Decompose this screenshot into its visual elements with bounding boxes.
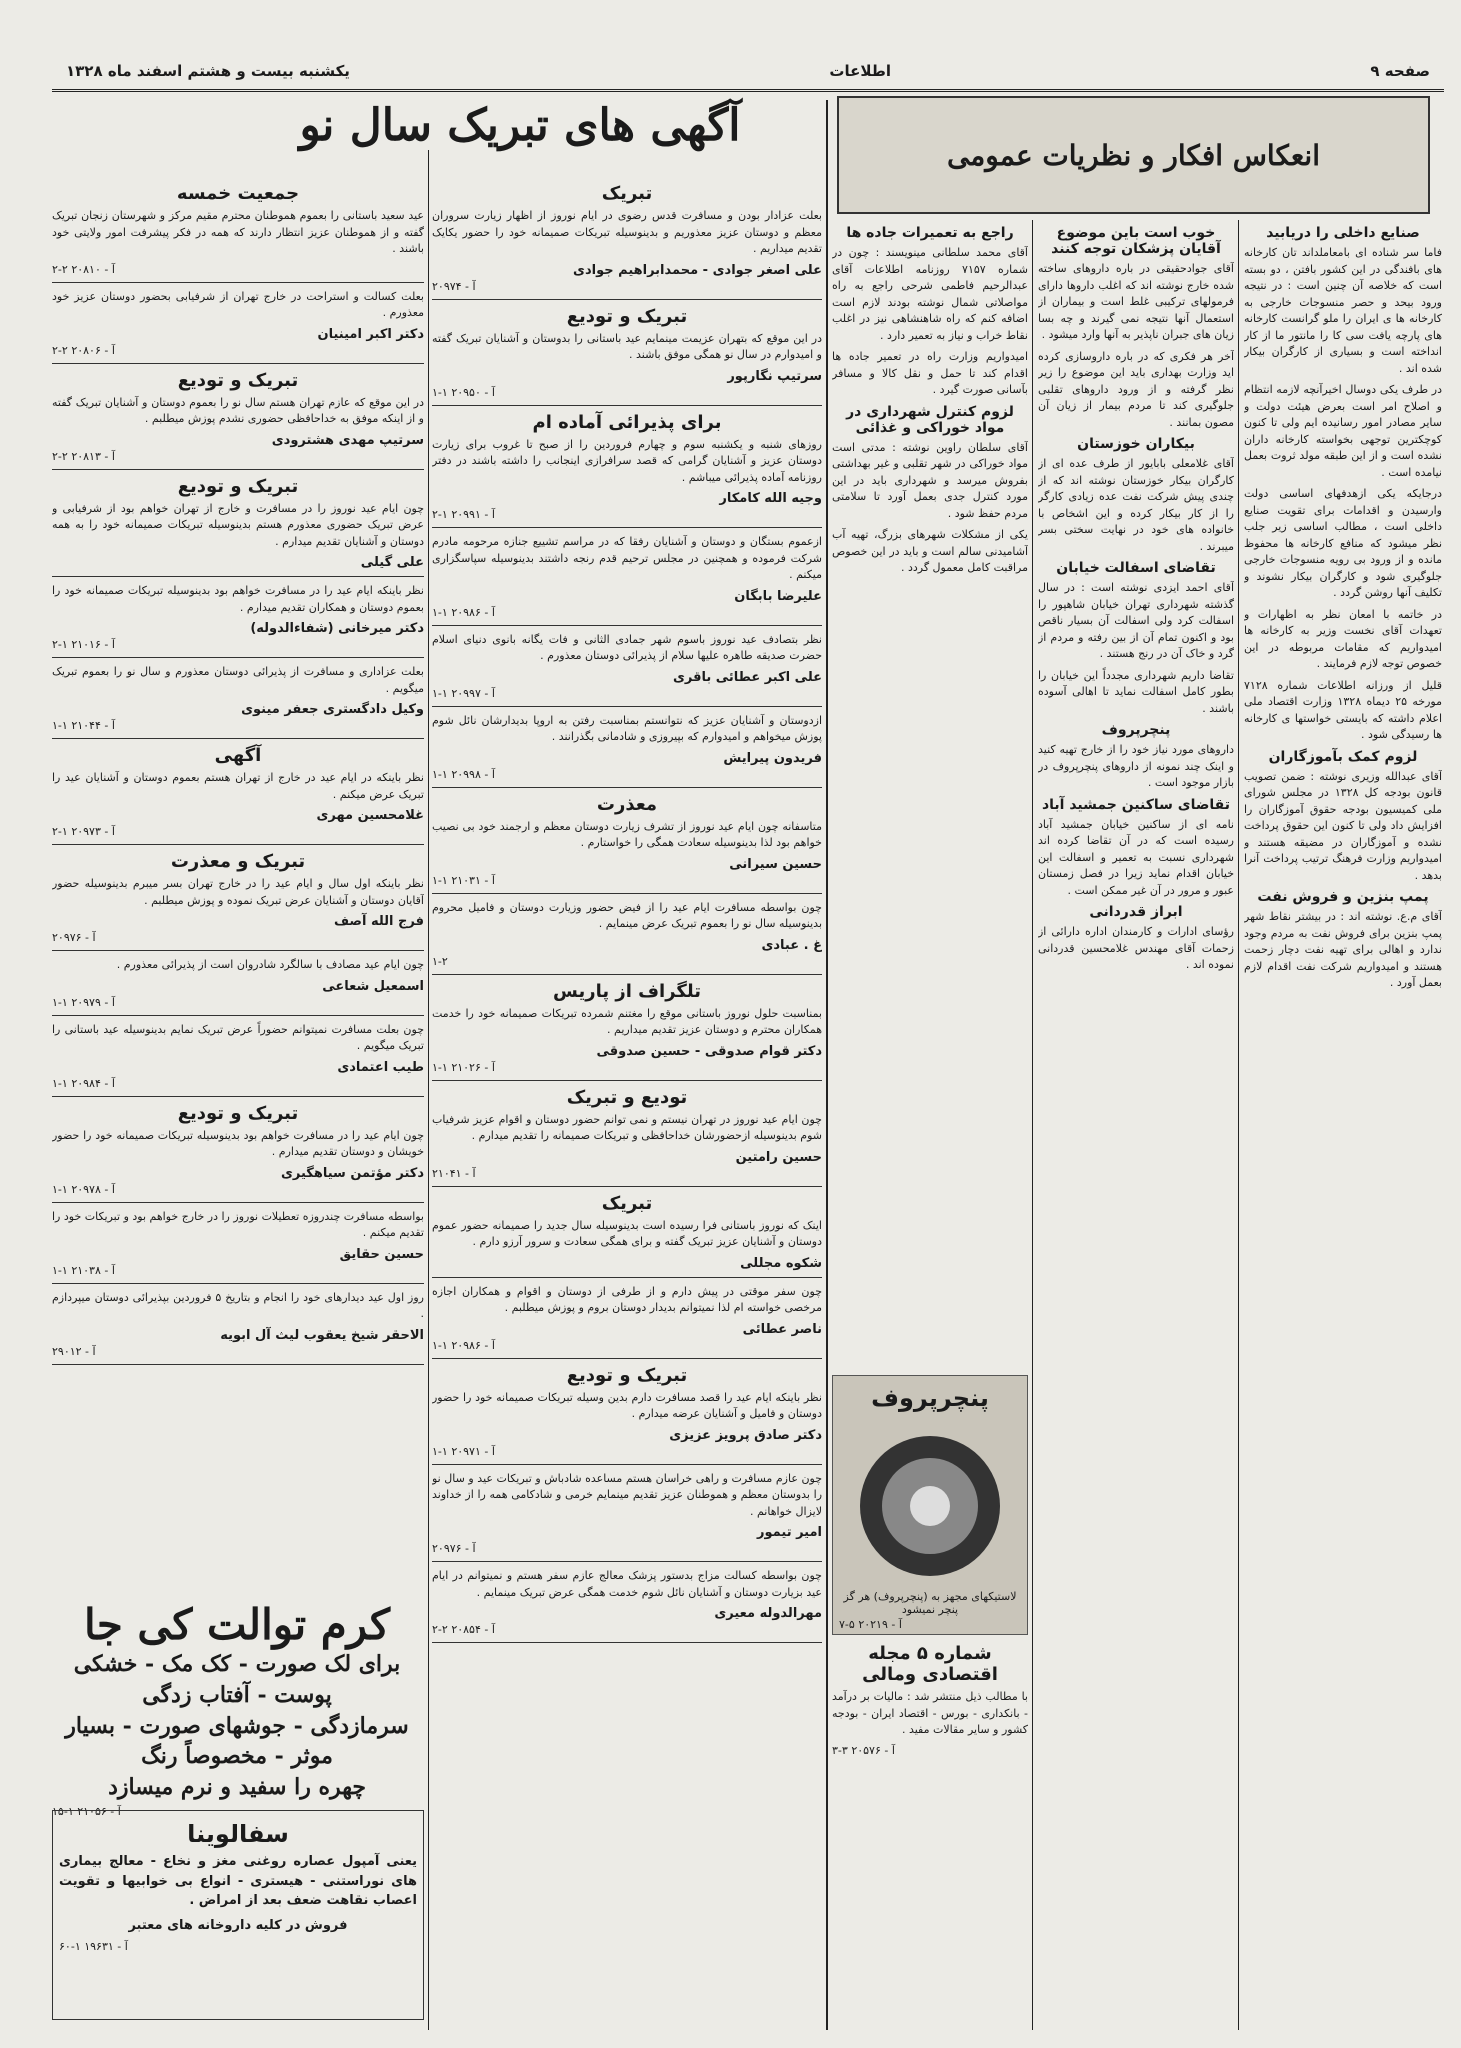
article-heading: راجع به تعمیرات جاده ها [846, 225, 1014, 241]
banner-title: انعکاس افکار و نظریات عمومی [946, 138, 1321, 172]
greeting-ad [432, 713, 822, 788]
ad-separator [52, 469, 424, 470]
ads-column-left [432, 180, 822, 2020]
ad-separator [52, 1096, 424, 1097]
greeting-ad-text: اینک که نوروز باستانی فرا رسیده است بدینوسیله سال جدید را صمیمانه حضور عموم دوستان و آشنایان عزیز تبریک گفته و برای همگی سعادت و سرور آرزو دارم . [432, 1218, 822, 1248]
greeting-ad-code: آ - ۲۱۰۲۶ ۱-۱ [432, 1060, 495, 1074]
ad-separator [52, 1364, 424, 1365]
ads-column-right [52, 180, 424, 1580]
greeting-ad-signature: حسین سیرانی [729, 856, 822, 872]
greeting-ad-signature: غ . عبادی [761, 937, 822, 953]
greeting-ad-text: بمناسبت حلول نوروز باستانی موقع را مغتنم شمرده تبریکات صمیمانه خود را خدمت همکاران محترم و دوستان عزیز تقدیم میداریم . [432, 1006, 822, 1036]
greeting-ad [432, 1471, 822, 1563]
ad-separator [432, 974, 822, 975]
greeting-ad [432, 412, 822, 529]
greeting-ad-signature: دکتر اکبر امینیان [317, 326, 424, 342]
greeting-ad-title: تبریک [601, 183, 653, 204]
article-text: داروهای مورد نیاز خود را از خارج تهیه کنید و اینک چند نمونه از داروهای پنچرپروف در بازار موجود است . [1038, 743, 1234, 789]
article-heading: صنایع داخلی را دریابید [1266, 225, 1420, 241]
ad-separator [52, 282, 424, 283]
article-text: تقاضا داریم شهرداری مجدداً این خیابان را بطور کامل اسفالت نماید تا اهالی آسوده باشند . [1038, 668, 1234, 715]
greeting-ad-title: تلگراف از پاریس [553, 980, 701, 1002]
article-text: در طرف یکی دوسال اخیرآنچه لازمه انتظام و اصلاح امر است بعرض هیئت دولت و سایر مصادر امور رسانیده ایم ولی تا کنون کوچکترین توجهی بخواسته کارخانه داران نشده است و از این طبقه مولد ثروت بعمل نیامده است . [1244, 383, 1442, 479]
greeting-ad-code: آ - ۲۰۸۰۶ ۲-۲ [52, 343, 115, 357]
greeting-ad-code: آ - ۲۰۹۵۰ ۱-۱ [432, 385, 495, 399]
greeting-ad [52, 370, 424, 470]
greeting-ad-code: آ - ۲۰۹۷۶ [432, 1542, 476, 1555]
greeting-ad-code: آ - ۲۰۹۹۸ ۱-۱ [432, 767, 495, 781]
greeting-ad-signature: شکوه مجللی [740, 1255, 822, 1271]
greeting-ad [52, 583, 424, 658]
greeting-ad-signature: فریدون پیرایش [723, 750, 822, 766]
greeting-ad [432, 1193, 822, 1278]
cream-ad-title: کرم توالت کی جا [84, 1600, 390, 1649]
tire-ad [832, 1375, 1028, 1635]
article-text: قلیل از ورزانه اطلاعات شماره ۷۱۲۸ مورخه ۲۵ دیماه ۱۳۲۸ وزارت اقتصاد ملی اعلام داشته که بایستی خواستها ی کارخانه ها رسیدگی شود . [1244, 678, 1442, 741]
article-heading: تقاضای ساکنین جمشید آباد [1041, 796, 1231, 813]
greeting-ad-title: تبریک و تودیع [177, 1102, 299, 1124]
magazine-ad [832, 1640, 1028, 2020]
greeting-ad [432, 794, 822, 894]
ad-separator [432, 1561, 822, 1562]
greeting-ad-code: آ - ۲۰۹۷۳ ۱-۲ [52, 825, 115, 838]
article-heading: بیکاران خوزستان [1077, 436, 1195, 452]
article-heading: خوب است باین موضوع آقایان پزشکان توجه کنند [1051, 225, 1221, 257]
magazine-code: آ - ۲۰۵۷۶ ۳-۳ [832, 1743, 895, 1757]
ad-separator [432, 1464, 822, 1465]
greeting-ad-text: بعلت کسالت و استراحت در خارج تهران از شرفیابی بحضور دوستان عزیز خود معذورم . [52, 289, 424, 319]
greeting-ad-title: تبریک و تودیع [566, 1364, 688, 1386]
cream-ad-line: چهره را سفید و نرم میسازد [108, 1774, 366, 1801]
greeting-ad [432, 1087, 822, 1187]
greeting-ad-code: آ - ۲۰۹۹۱ ۱-۲ [432, 508, 495, 521]
ad-separator [52, 844, 424, 845]
ad-separator [432, 1080, 822, 1081]
ad-separator [432, 625, 822, 626]
ad-separator [432, 893, 822, 894]
greeting-ad-text: بعلت عزاداری و مسافرت از پذیرائی دوستان معذورم و سال نو را بعموم تبریک میگویم . [52, 665, 424, 695]
article-text: آقای احمد ایزدی نوشته است : در سال گذشته شهرداری تهران خیابان شاهپور را اسفالت کرد ولی اسفالت آن بسیار ناقص بود و اکنون تمام آن از بین رفته و مردم از گرد و خاک آن در رنج هستند . [1038, 581, 1234, 660]
ad-separator [432, 1358, 822, 1359]
article-text: آقای محمد سلطانی مینویسند : چون در شماره ۷۱۵۷ روزنامه اطلاعات آقای عبدالرحیم فاطمی شرحی راجع به راه مواصلاتی شمال نوشته بودند لازم است اضافه کنم که راه شاهنشاهی نیز در اغلب نقاط خراب و نیاز به تعمیر دارد . [832, 246, 1028, 342]
greeting-ad-text: نظر بتصادف عید نوروز باسوم شهر جمادی الثانی و فات یگانه بانوی دنیای اسلام حضرت صدیقه طاهره علیها سلام از پذیرائی دوستان معذورم . [432, 632, 822, 662]
column-rule [1238, 220, 1239, 2030]
greeting-ad-signature: علیرضا بابگان [734, 588, 822, 604]
greeting-ad [432, 900, 822, 975]
greeting-ad-text: چون بعلت مسافرت نمیتوانم حضوراً عرض تبریک نمایم بدینوسیله عید باستانی را تبریک میگویم . [52, 1022, 424, 1052]
greeting-ad-signature: ناصر عطائی [742, 1321, 822, 1337]
greeting-ad-text: متاسفانه چون ایام عید نوروز از تشرف زیارت دوستان معظم و ارجمند خود بی نصیب خواهم بود لذا بدینوسیله سعادت همگی را خواستارم . [432, 819, 822, 849]
greeting-ad [52, 664, 424, 739]
article-text: امیدواریم وزارت راه در تعمیر جاده ها اقدام کند تا حمل و نقل کالا و مسافر بآسانی صورت گیرد . [832, 350, 1028, 396]
page-header [52, 52, 1444, 92]
greeting-ad [52, 745, 424, 845]
greeting-ad-code: آ - ۲۰۹۷۸ ۱-۱ [52, 1182, 115, 1196]
ad-separator [432, 405, 822, 406]
greeting-ad-title: تبریک [601, 1192, 653, 1214]
greeting-ad [52, 1022, 424, 1097]
column-public-opinion-1 [1244, 222, 1442, 2022]
greeting-ad [52, 289, 424, 364]
ad-separator [52, 950, 424, 951]
ad-separator [432, 1186, 822, 1187]
greeting-ad-code: آ - ۲۱۰۳۱ ۱-۱ [432, 873, 495, 887]
greeting-ad-signature: علی اکبر عطائی باقری [672, 669, 822, 685]
greeting-ad-text: در این موقع که عازم تهران هستم سال نو را بعموم دوستان و آشنایان تبریک گفته و از اینکه موفق به خداحافظی حضوری نشدم پوزش میطلبم . [52, 395, 424, 425]
greeting-ad-text: چون بواسطه کسالت مزاج بدستور پزشک معالج عازم سفر هستم و نمیتوانم در ایام عید بزیارت دوستان و آشنایان نائل شوم خدمت همگی عرض تبریک مینمایم . [432, 1569, 822, 1599]
magazine-text: با مطالب ذیل منتشر شد : مالیات بر درآمد - بانکداری - بورس - اقتصاد ایران - بودجه کشور و سایر مقالات مفید . [832, 1690, 1028, 1736]
greeting-ad-text: چون سفر موقتی در پیش دارم و از طرفی از دوستان و اقوام و همکاران اجازه مرخصی خواسته ام لذا نمیتوانم بدیدار دوستان بروم و پوزش میطلبم . [432, 1284, 822, 1314]
greeting-ad-code: آ - ۲۱۰۳۸ ۱-۱ [52, 1263, 115, 1277]
greeting-ad-text: چون عازم مسافرت و راهی خراسان هستم مساعده شادباش و تبریکات عید و سال نو را بدوستان معظم و هموطنان عزیز تقدیم مینمایم خرمی و شادکامی همه را از خداوند لایزال خواهانم . [432, 1471, 822, 1518]
column-rule [1032, 220, 1033, 2030]
article-heading: لزوم کمک بآموزگاران [1268, 748, 1418, 765]
opinion-banner [837, 96, 1430, 214]
greeting-ad-code: آ - ۲۱۰۱۶ ۱-۲ [52, 638, 115, 651]
greeting-ad-title: تبریک و تودیع [177, 369, 299, 391]
column-rule [428, 150, 429, 2030]
column-public-opinion-3 [832, 222, 1028, 1362]
greeting-ad-text: عید سعید باستانی را بعموم هموطنان محترم مقیم مرکز و شهرستان زنجان تبریک گفته و از هموطنان عزیز انتظار دارند که همه در فکر پیشرفت امور ولایتی خود باشند . [52, 209, 424, 255]
greeting-ad-title: جمعیت خمسه [176, 183, 300, 204]
greeting-ad [52, 183, 424, 283]
greeting-ad-code: آ - ۲۰۹۷۱ ۱-۱ [432, 1444, 495, 1458]
greeting-ad-code: آ - ۲۰۸۵۴ ۲-۲ [432, 1623, 495, 1636]
ad-separator [432, 1277, 822, 1278]
magazine-title: شماره ۵ مجله اقتصادی ومالی [862, 1643, 998, 1685]
greeting-ad-title: تبریک و معذرت [170, 851, 306, 872]
safaloina-text: یعنی آمپول عصاره روغنی مغز و نخاع - معالج بیماری های نوراستنی - هیستری - انواع بی خوابیها و تقویت اعصاب نقاهت ضعف بعد از امراض . [59, 1854, 417, 1908]
greeting-ad-code: آ - ۲۰۹۸۶ ۱-۱ [432, 1338, 495, 1352]
greeting-ad-text: روز اول عید دیدارهای خود را انجام و بتاریخ ۵ فروردین بپذیرائی دوستان میپردازم . [52, 1290, 424, 1320]
greeting-ad-text: در این موقع که بتهران عزیمت مینمایم عید باستانی را بدوستان و آشنایان تبریک گفته و امیدوارم در سال نو همگی موفق باشند . [432, 331, 822, 361]
ad-separator [432, 787, 822, 788]
greeting-ad-signature: دکتر قوام صدوقی - حسین صدوقی [596, 1043, 822, 1059]
ad-separator [52, 576, 424, 577]
greeting-ad [432, 1284, 822, 1359]
greeting-ad-code: ۱-۲ [432, 954, 448, 968]
greeting-ad-signature: فرج الله آصف [333, 914, 424, 929]
greeting-ad-signature: اسمعیل شعاعی [322, 978, 424, 994]
ad-separator [432, 299, 822, 300]
greeting-ad-signature: دکتر میرخانی (شفاءالدوله) [250, 621, 424, 636]
greeting-ad [52, 1209, 424, 1284]
ad-separator [52, 1283, 424, 1284]
greeting-ad-signature: وکیل دادگستری جعفر مینوی [241, 702, 424, 717]
cream-ad-line: برای لک صورت - کک مک - خشکی پوست - آفتاب زدگی [73, 1651, 401, 1708]
article-text: آقای م.ع. نوشته اند : در بیشتر نقاط شهر پمپ بنزین برای فروش نفت به مردم وجود ندارد و اهالی برای تهیه نفت دچار زحمت هستند و امیدواریم شرکت نفت اقدام لازم بعمل آورد . [1244, 910, 1442, 989]
article-heading: پنچرپروف [1101, 722, 1171, 738]
column-public-opinion-2 [1038, 222, 1234, 2022]
greeting-ad-signature: دکتر مؤتمن سیاهگیری [280, 1165, 424, 1181]
article-heading: تقاضای اسفالت خیابان [1056, 560, 1216, 576]
greeting-ad-signature: دکتر صادق پرویز عزیزی [669, 1427, 822, 1443]
page-number: صفحه ۹ [1370, 61, 1430, 80]
greeting-ad [432, 534, 822, 626]
tire-ad-text: لاستیکهای مجهز به (پنچرپروف) هر گز پنچر نمیشود [843, 1590, 1017, 1616]
greeting-ad-text: چون ایام عید را در مسافرت خواهم بود بدینوسیله تبریکات صمیمانه خود را حضور خویشان و دوستان تقدیم میدارم . [52, 1128, 424, 1158]
greeting-ad-code: آ - ۲۱۰۴۴ ۱-۱ [52, 719, 115, 732]
greeting-ad-signature: سرتیپ مهدی هشترودی [271, 432, 424, 448]
greeting-ad-code: آ - ۲۹۰۱۲ [52, 1344, 96, 1358]
article-text: آخر هر فکری که در باره داروسازی کرده اید وزارت بهداری باید این موضوع را زیر نظر گرفته و از ورود داروهای تقلبی جلوگیری کند تا مردم بیمار از زیان آن مصون بمانند . [1038, 349, 1234, 429]
greeting-ad [52, 1290, 424, 1365]
issue-date: یکشنبه بیست و هشتم اسفند ماه ۱۳۲۸ [66, 61, 350, 80]
greeting-ad-text: نظر باینکه در ایام عید در خارج از تهران هستم بعموم دوستان و آشنایان عید را تبریک عرض میکنم . [52, 771, 424, 801]
article-text: آقای غلامعلی بابایور از طرف عده ای از کارگران بیکار خوزستان نوشته اند که از چندی پیش شرکت نفت عده زیادی کارگر را از کار بیکار کرده و این اشخاص با خانواده های خود در نهایت سختی بسر میبرند . [1038, 457, 1234, 553]
greeting-ad-code: آ - ۲۰۸۱۳ ۲-۲ [52, 449, 115, 463]
article-heading: ابراز قدردانی [1089, 904, 1183, 920]
greeting-ad-signature: غلامحسین مهری [316, 808, 424, 823]
greeting-ad-code: آ - ۲۰۹۷۴ [432, 279, 476, 293]
greeting-ad-code: آ - ۲۰۹۷۶ [52, 931, 96, 944]
greeting-ad-text: نظر باینکه ایام عید را در مسافرت خواهم بود بدینوسیله تبریکات صمیمانه خود را بعموم دوستان و همکاران تقدیم میدارم . [52, 584, 424, 614]
ad-separator [52, 657, 424, 658]
ad-separator [52, 738, 424, 739]
ad-separator [432, 706, 822, 707]
greeting-ad-text: چون بواسطه مسافرت ایام عید را از فیض حضور وزیارت دوستان و فامیل محروم بدینوسیله سال نو را بعموم تبریک عرض مینمایم . [432, 900, 822, 930]
greeting-ad-text: بواسطه مسافرت چندروزه تعطیلات نوروز را در خارج خواهم بود و تبریکات خود را تقدیم میکنم . [52, 1209, 424, 1239]
greeting-ad-code: آ - ۲۰۹۹۷ ۱-۱ [432, 686, 495, 700]
article-text: فاما سر شناده ای بامعاملداند تان کارخانه های بافندگی در این کشور بافتن ، دو بسته است که خلاصه آن چنین است : در نتیجه ورود بیحد و حصر منسوجات خارجی به کارخانه ها ی ایران را ملو گرانست کارخانه های پارچه یافت سی کا را مانتور ما از کار انداخته است و بسیاری از کارگران بیکار شده اند . [1244, 246, 1442, 375]
greeting-ad [52, 957, 424, 1016]
greeting-ad [432, 981, 822, 1081]
greeting-ad-code: آ - ۲۰۹۸۶ ۱-۱ [432, 605, 495, 619]
greeting-ad [52, 1103, 424, 1203]
tire-illustration-icon [833, 1416, 1027, 1586]
article-text: آقای جوادحقیقی در باره داروهای ساخته شده خارج نوشته اند که اغلب داروها دارای فرمولهای ترکیبی غلط است و بیماران از استعمال آنها نتیجه نمی گیرند و چه بسا زیان های جبران ناپذیر به آنها وارد میشود . [1038, 262, 1234, 341]
cream-ad-line: سرمازدگی - جوشهای صورت - بسیار موثر - مخصوصاً رنگ [65, 1712, 409, 1770]
ads-section-title: آگهی های تبریک سال نو [299, 100, 741, 151]
greeting-ad-title: تودیع و تبریک [566, 1086, 688, 1108]
greeting-ad-title: آگهی [214, 745, 262, 766]
safaloina-title: سفالوینا [187, 1820, 289, 1848]
greeting-ad-signature: الاحقر شیخ یعقوب لیث آل ابویه [220, 1327, 424, 1343]
greeting-ad-title: تبریک و تودیع [177, 475, 299, 497]
greeting-ad [432, 632, 822, 707]
ad-separator [52, 1202, 424, 1203]
article-heading: پمپ بنزین و فروش نفت [1257, 889, 1429, 905]
greeting-ad [432, 1568, 822, 1643]
greeting-ad-code: آ - ۲۱۰۴۱ [432, 1166, 476, 1180]
article-heading: لزوم کنترل شهرداری در مواد خوراکی و غذائی [846, 403, 1014, 436]
safaloina-ad [52, 1810, 424, 2020]
ad-separator [432, 527, 822, 528]
greeting-ad-signature: علی گیلی [360, 555, 424, 570]
greeting-ad-text: نظر باینکه اول سال و ایام عید را در خارج تهران بسر میبرم بدینوسیله حضور آقایان دوستان و آشنایان عرض تبریک نموده و پوزش میطلبم . [52, 877, 424, 907]
tire-ad-title: پنچرپروف [871, 1384, 989, 1412]
greeting-ad [52, 476, 424, 578]
article-text: آقای سلطان راوین نوشته : مدتی است مواد خوراکی در شهر تقلبی و غیر بهداشتی بفروش میرسد و شهرداری باید در این مورد کنترل جدی بعمل آورد تا سلامتی مردم حفظ شود . [832, 440, 1028, 520]
greeting-ad-text: ازعموم بستگان و دوستان و آشنایان رفقا که در مراسم تشییع جنازه مرحومه مادرم شرکت فرموده و همچنین در مجلس ترحیم قدم رنجه داشتند بدینوسیله سپاسگزاری میکنم . [432, 535, 822, 581]
ad-separator [432, 1642, 822, 1643]
greeting-ad-text: چون ایام عید مصادف با سالگرد شادروان است از پذیرائی معذورم . [116, 958, 424, 971]
greeting-ad-signature: سرتیپ نگارپور [727, 368, 822, 384]
column-rule [826, 100, 828, 2030]
greeting-ad-title: تبریک و تودیع [566, 305, 688, 327]
article-text: نامه ای از ساکنین خیابان جمشید آباد رسیده است که در آن تقاضا کرده اند شهرداری نسبت به تعمیر و اسفالت این خیابان اقدام نماید زیرا در فصل زمستان عبور و مرور در آن غیر ممکن است . [1038, 817, 1234, 897]
greeting-ad-text: ازدوستان و آشنایان عزیز که نتوانستم بمناسبت رفتن به اروپا بدیدارشان نائل شوم پوزش میخواهم و امیدوارم که بپیروزی و شادمانی بگذرانند . [432, 713, 822, 743]
greeting-ad-code: آ - ۲۰۹۷۹ ۱-۱ [52, 995, 115, 1009]
greeting-ad-text: روزهای شنبه و یکشنبه سوم و چهارم فروردین را از صبح تا غروب برای زیارت دوستان عزیز و آشنایان گرامی که قصد سرافرازی اینجانب را داشته باشند در دفتر روزنامه آماده پذیرائی میباشم . [432, 437, 822, 484]
safaloina-footer: فروش در کلیه داروخانه های معتبر [128, 1917, 348, 1933]
greeting-ad-code: آ - ۲۰۸۱۰ ۲-۲ [52, 262, 115, 276]
greeting-ad [432, 183, 822, 300]
greeting-ad-title: معذرت [596, 793, 658, 815]
greeting-ad-signature: امیر تیمور [757, 1525, 822, 1540]
greeting-ad-signature: طیب اعتمادی [337, 1059, 424, 1075]
article-text: یکی از مشکلات شهرهای بزرگ، تهیه آب آشامیدنی سالم است و باید در این خصوص مراقبت کامل معمول گردد . [832, 528, 1028, 574]
article-text: درجایکه یکی ازهدفهای اساسی دولت وارسیدن و اقدامات برای تقویت صنایع داخلی است ، مطالب اساسی زیر جلب نظر میشود که منافع کارخانه ها محفوظ مانده و از ورود بی رویه منسوجات خارجی جلوگیری شود و کارگران بیکار نشوند و تکلیف آنها روشن گردد . [1244, 487, 1442, 599]
ad-separator [52, 363, 424, 364]
greeting-ad [432, 306, 822, 406]
greeting-ad-text: نظر باینکه ایام عید را قصد مسافرت دارم بدین وسیله تبریکات صمیمانه خود را حضور دوستان و فامیل و آشنایان عرضه میدارم . [432, 1390, 822, 1420]
cream-ad [52, 1600, 422, 1818]
greeting-ad-signature: حسین حقایق [339, 1246, 424, 1262]
greeting-ad-title: برای پذیرائی آماده ام [532, 411, 722, 433]
cream-ad-code: آ - ۲۱۰۵۶ ۱-۱۵ [52, 1804, 121, 1818]
tire-ad-code: آ - ۲۰۲۱۹ ۵-۷ [839, 1618, 902, 1631]
safaloina-code: آ - ۱۹۶۳۱ ۱-۶۰ [59, 1940, 128, 1953]
greeting-ad-text: چون ایام عید نوروز در تهران نیستم و نمی توانم حضور دوستان و اقوام عزیز شرفیاب شوم بدینوسیله ازحضورشان خداحافظی و تبریکات صمیمانه را تقدیم میدارم . [432, 1112, 822, 1142]
article-text: رؤسای ادارات و کارمندان اداره دارائی از زحمات آقای مهندس غلامحسین قدردانی نموده اند . [1038, 925, 1234, 971]
greeting-ad-code: آ - ۲۰۹۸۴ ۱-۱ [52, 1076, 115, 1090]
greeting-ad-text: چون ایام عید نوروز را در مسافرت و خارج از تهران خواهم بود از شرفیابی و عرض تبریک حضوری معذورم هستم بدینوسیله تبریکات صمیمانه خود را به همه دوستان و آشنایان تقدیم میدارم . [52, 501, 424, 548]
greeting-ad-signature: وجیه الله کامکار [719, 491, 822, 506]
article-text: در خاتمه با امعان نظر به اظهارات و تعهدات آقای نخست وزیر به کارخانه ها امیدواریم که مقامات مربوطه در این خصوص توجه لازم فرمایند . [1244, 607, 1442, 670]
greeting-ad [432, 1365, 822, 1465]
greeting-ad-text: بعلت عزادار بودن و مسافرت قدس رضوی در ایام نوروز از اظهار زیارت سروران معظم و دوستان عزیز معذوریم و بدینوسیله تبریکات صمیمانه خود را حضور یکایک تقدیم میداریم . [432, 209, 822, 255]
greeting-ad [52, 851, 424, 951]
greeting-ad-signature: علی اصغر جوادی - محمدابراهیم جوادی [573, 262, 822, 278]
paper-name: اطلاعات [829, 61, 891, 80]
article-text: آقای عبدالله وزیری نوشته : ضمن تصویب قانون بودجه کل ۱۳۲۸ در مجلس شورای ملی کمیسیون بودجه حقوق آموزگاران را افزایش داد ولی تا کنون این حقوق پرداخت نشده و آموزگاران در مضیقه هستند و امیدواریم وزارت فرهنگ ترتیب پرداخت آنرا بدهد . [1244, 769, 1442, 882]
greeting-ad-signature: حسین رامتین [735, 1149, 822, 1165]
ad-separator [52, 1015, 424, 1016]
greeting-ad-signature: مهرالدوله معیری [714, 1606, 822, 1621]
